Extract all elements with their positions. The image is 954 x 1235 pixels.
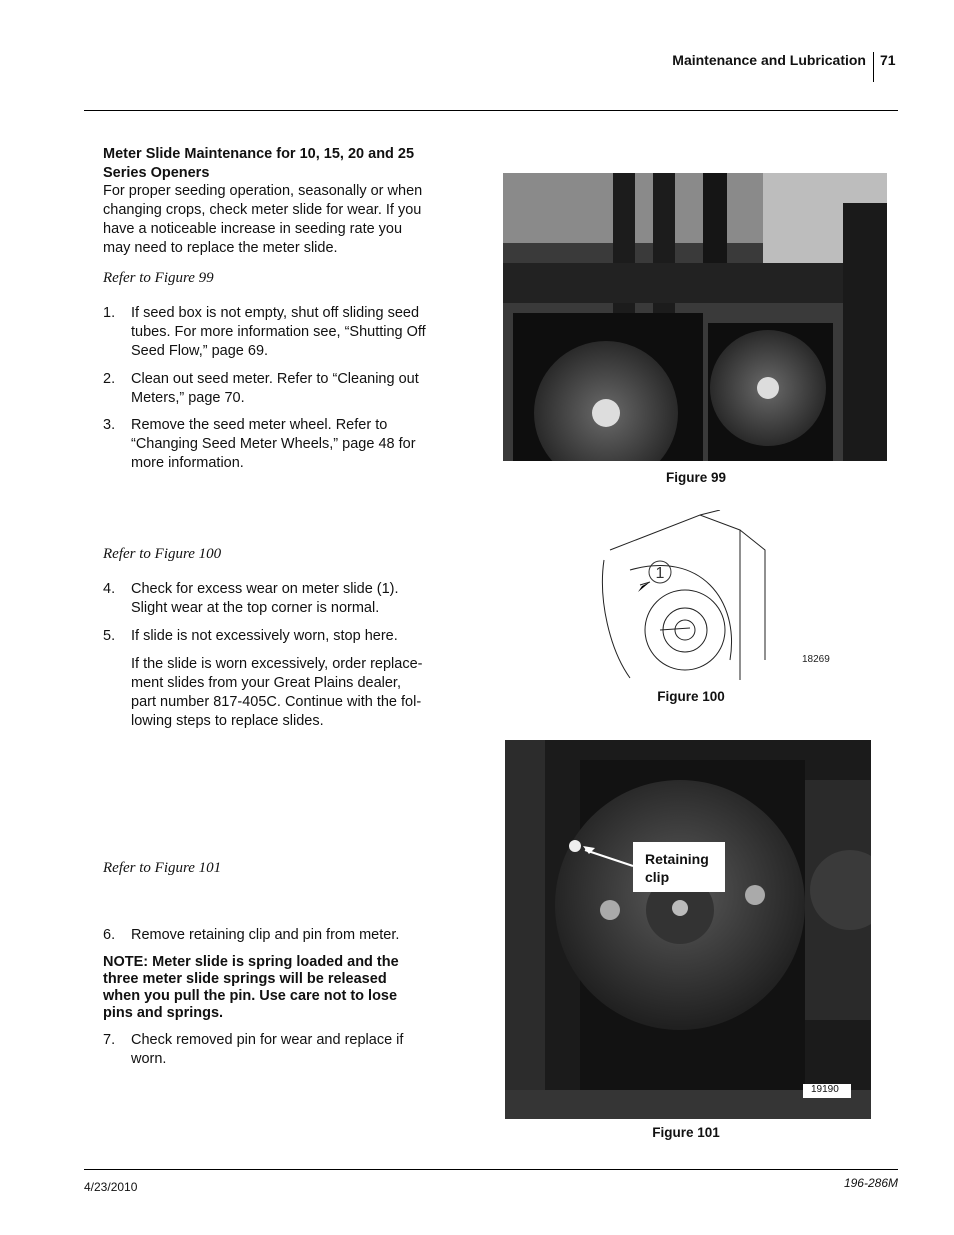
figure-100-image-id: 18269 xyxy=(802,654,830,665)
footer-date: 4/23/2010 xyxy=(84,1180,138,1194)
running-header-title: Maintenance and Lubrication xyxy=(672,52,866,68)
figure-101-image-id: 19190 xyxy=(803,1084,851,1098)
retaining-clip-callout: Retaining clip xyxy=(633,842,725,892)
step-1: 1. If seed box is not empty, shut off sliding seed tubes. For more information see, “Shutting Off Seed Flow,” page 69. xyxy=(103,305,426,359)
figure-101-caption: Figure 101 xyxy=(652,1125,720,1140)
intro-paragraph: For proper seeding operation, seasonally or when changing crops, check meter slide for wear. If you have a noticeable increase in seeding rate you may need to replace the meter slide. xyxy=(103,183,423,256)
section-heading: Meter Slide Maintenance for 10, 15, 20 and 25 Series Openers xyxy=(103,146,415,181)
step-7: 7. Check removed pin for wear and replace if worn. xyxy=(103,1032,404,1067)
part-1-label: 1 xyxy=(655,565,665,582)
figure-99-photo xyxy=(503,173,887,461)
step-2: 2. Clean out seed meter. Refer to “Cleaning out Meters,” page 70. xyxy=(103,371,419,406)
footer-doc-number: 196-286M xyxy=(843,1176,898,1190)
warning-note: NOTE: Meter slide is spring loaded and the three meter slide springs will be released when you pull the pin. Use care not to lose pins and springs. xyxy=(103,954,399,1021)
step-5: 5. If slide is not excessively worn, stop here. xyxy=(103,628,398,644)
refer-figure-99: Refer to Figure 99 xyxy=(103,270,214,286)
refer-figure-100: Refer to Figure 100 xyxy=(103,546,222,562)
figure-100-drawing xyxy=(590,510,840,680)
header-divider xyxy=(873,52,874,82)
header-rule xyxy=(84,110,898,111)
figure-101-photo xyxy=(505,740,871,1119)
figure-99-caption: Figure 99 xyxy=(665,470,727,485)
page-number: 71 xyxy=(880,52,896,68)
step-5-continuation: If the slide is worn excessively, order replace- ment slides from your Great Plains dealer, part number 817-405C. Continue with the fol- lowing steps to replace slides. xyxy=(131,656,423,729)
footer-rule xyxy=(84,1169,898,1170)
step-3: 3. Remove the seed meter wheel. Refer to “Changing Seed Meter Wheels,” page 48 for more information. xyxy=(103,417,416,471)
step-4: 4. Check for excess wear on meter slide (1). Slight wear at the top corner is normal. xyxy=(103,581,399,616)
step-6: 6. Remove retaining clip and pin from meter. xyxy=(103,927,400,943)
refer-figure-101: Refer to Figure 101 xyxy=(103,860,222,876)
figure-100-caption: Figure 100 xyxy=(657,689,725,704)
